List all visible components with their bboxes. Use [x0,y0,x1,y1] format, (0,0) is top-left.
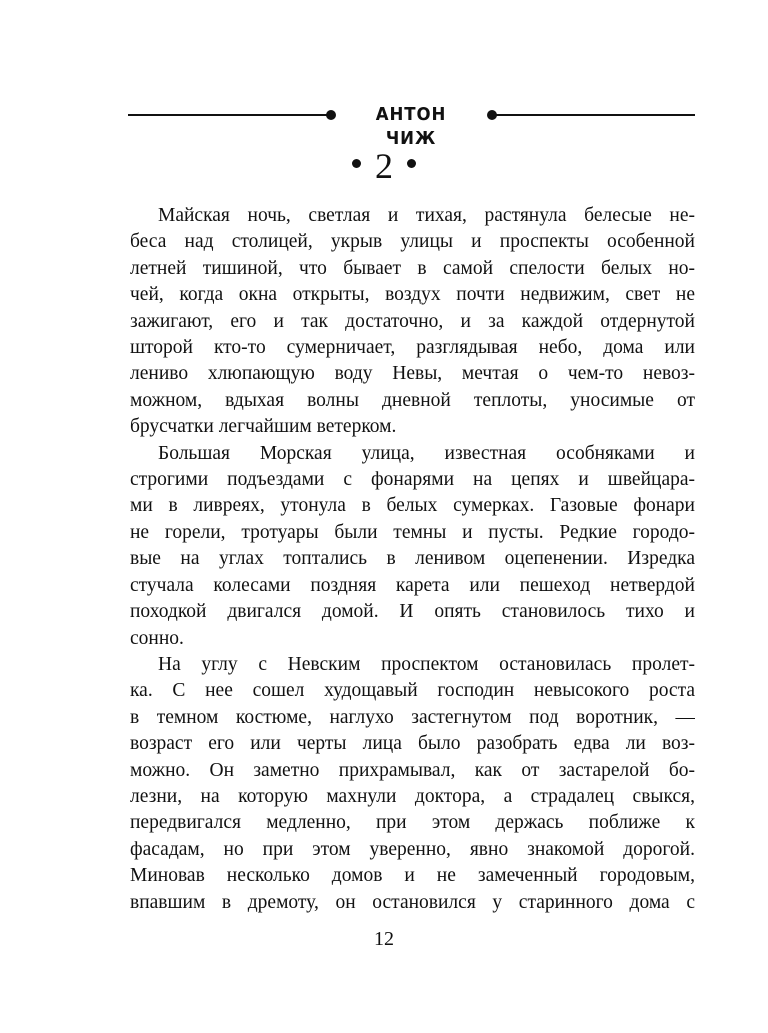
body-text [130,203,695,916]
chapter-number: 2 [375,145,393,186]
text-line: возраст его или черты лица было разобрать едва ли воз- [130,733,695,755]
header-dot-left [326,110,336,120]
text-line: лезни, на которую махнули доктора, а страдалец свыкся, [130,785,695,807]
text-line: не горели, тротуары были темны и пусты. Редкие городо- [130,521,695,543]
text-line: лениво хлюпающую воду Невы, мечтая о чем-то невоз- [130,363,695,385]
text-line: беса над столицей, укрыв улицы и проспекты особенной [130,231,695,253]
text-line: летней тишиной, что бывает в самой спелости белых но- [130,257,695,279]
text-line: впавшим в дремоту, он остановился у старинного дома с [130,891,695,913]
text-line: Миновав несколько домов и не замеченный городовым, [130,865,695,887]
header-author: АНТОН ЧИЖ [375,104,447,149]
text-line: Майская ночь, светлая и тихая, растянула белесые не- [158,205,695,226]
running-header [128,103,695,149]
text-line: фасадам, но при этом уверенно, явно знакомой дорогой. [130,838,695,860]
text-line: передвигался медленно, при этом держась поближе к [130,812,695,834]
text-line: чей, когда окна открыты, воздух почти недвижим, свет не [130,284,695,306]
text-line: стучала колесами поздняя карета или пешеход нетвердой [130,574,695,596]
text-line: ка. С нее сошел худощавый господин невысокого роста [130,680,695,702]
chapter-dot-right [407,159,416,168]
text-line: брусчатки легчайшим ветерком. [130,416,397,438]
chapter-dot-left [352,159,361,168]
text-line: зажигают, его и так достаточно, и за каждой отдернутой [130,310,695,332]
page-number: 12 [374,928,394,950]
text-line: можно. Он заметно прихрамывал, как от застарелой бо- [130,759,695,781]
text-line: вые на углах топтались в ленивом оцепенении. Изредка [130,548,695,570]
text-line: Большая Морская улица, известная особняками и [158,442,695,464]
header-rule-left [128,114,328,116]
text-line: На углу с Невским проспектом остановилась пролет- [158,653,695,675]
text-line: в темном костюме, наглухо застегнутом под воротник, — [130,706,695,728]
text-line: строгими подъездами с фонарями на цепях и швейцара- [130,469,695,491]
text-line: походкой двигался домой. И опять становилось тихо и [130,601,695,623]
header-rule-right [493,114,695,116]
text-line: можном, вдыхая волны дневной теплоты, уносимые от [130,389,695,411]
text-line: ми в ливреях, утонула в белых сумерках. Газовые фонари [130,495,695,517]
text-line: шторой кто-то сумерничает, разглядывая небо, дома или [130,337,695,359]
text-line: сонно. [130,627,184,649]
chapter-heading [0,140,768,184]
